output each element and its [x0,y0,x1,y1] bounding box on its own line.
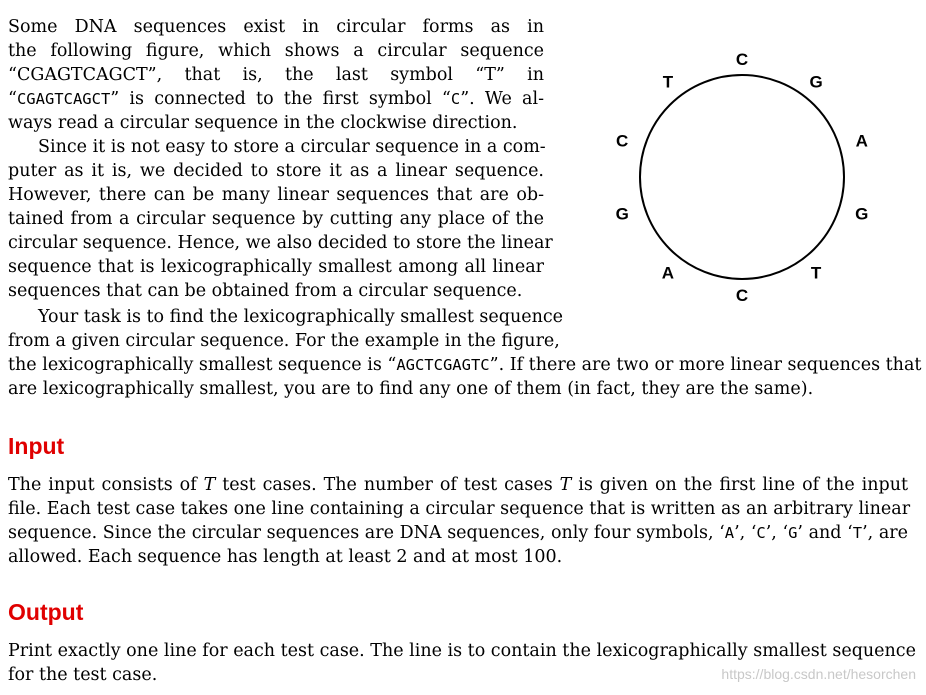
nucleotide-label: T [662,72,674,92]
sequence-code: CGAGTCAGCT [16,90,111,108]
input-heading: Input [8,433,65,459]
text-line: The input consists of T test cases. The number of test cases T is given on the first line of the input [8,475,908,495]
text-line: However, there can be many linear sequences that are ob- [8,185,544,205]
text-line: tained from a circular sequence by cutting any place of the [8,209,544,229]
nucleotide-label: C [735,50,749,69]
text-line: puter as it is, we decided to store it as a linear sequence. [8,161,544,181]
sequence-circle [640,72,844,279]
text-line: Since it is not easy to store a circular sequence in a com- [38,137,546,157]
text-line: sequence. Since the circular sequences are DNA sequences, only four symbols, ‘A’, ‘C’, ‘G’ and ‘T’, are [8,523,908,543]
text-line: the lexicographically smallest sequence is “AGCTCGAGTC”. If there are two or more linear sequences that [8,355,922,375]
text-line: sequence that is lexicographically smallest among all linear [8,257,544,277]
nucleotide-label: T [810,263,822,283]
text-line: ways read a circular sequence in the clockwise direction. [8,113,518,133]
nucleotide-label: A [661,263,675,283]
text-line: “CGAGTCAGCT” is connected to the first symbol “C”. We al- [8,89,544,109]
output-heading: Output [8,599,84,625]
text-line: from a given circular sequence. For the example in the figure, [8,331,560,351]
text-line: are lexicographically smallest, you are to find any one of them (in fact, they are the same). [8,379,814,399]
watermark: https://blog.csdn.net/hesorchen [721,666,916,682]
nucleotide-label: G [809,72,823,92]
nucleotide-label: C [616,131,629,151]
nucleotide-label: G [615,204,629,224]
text-line: allowed. Each sequence has length at least 2 and at most 100. [8,547,563,567]
text-line: for the test case. [8,665,158,685]
text-line: Your task is to find the lexicographically smallest sequence [38,307,564,327]
text-line: circular sequence. Hence, we also decided to store the linear [8,233,553,253]
text-line: Print exactly one line for each test case. The line is to contain the lexicographically smallest sequence [8,641,916,661]
text-line: file. Each test case takes one line containing a circular sequence that is written as an arbitrary linear [8,499,911,519]
text-line: the following figure, which shows a circular sequence [8,41,544,61]
text-line: Some DNA sequences exist in circular forms as in [8,17,544,37]
sequence-code: AGCTCGAGTC [396,356,490,374]
text-line: “CGAGTCAGCT”, that is, the last symbol “T” in [8,65,544,85]
nucleotide-labels [616,50,869,305]
circular-sequence-figure [590,40,880,310]
text-line: sequences that can be obtained from a circular sequence. [8,281,523,301]
nucleotide-label: A [855,131,868,151]
nucleotide-label: G [855,204,869,224]
nucleotide-label: C [735,286,749,305]
